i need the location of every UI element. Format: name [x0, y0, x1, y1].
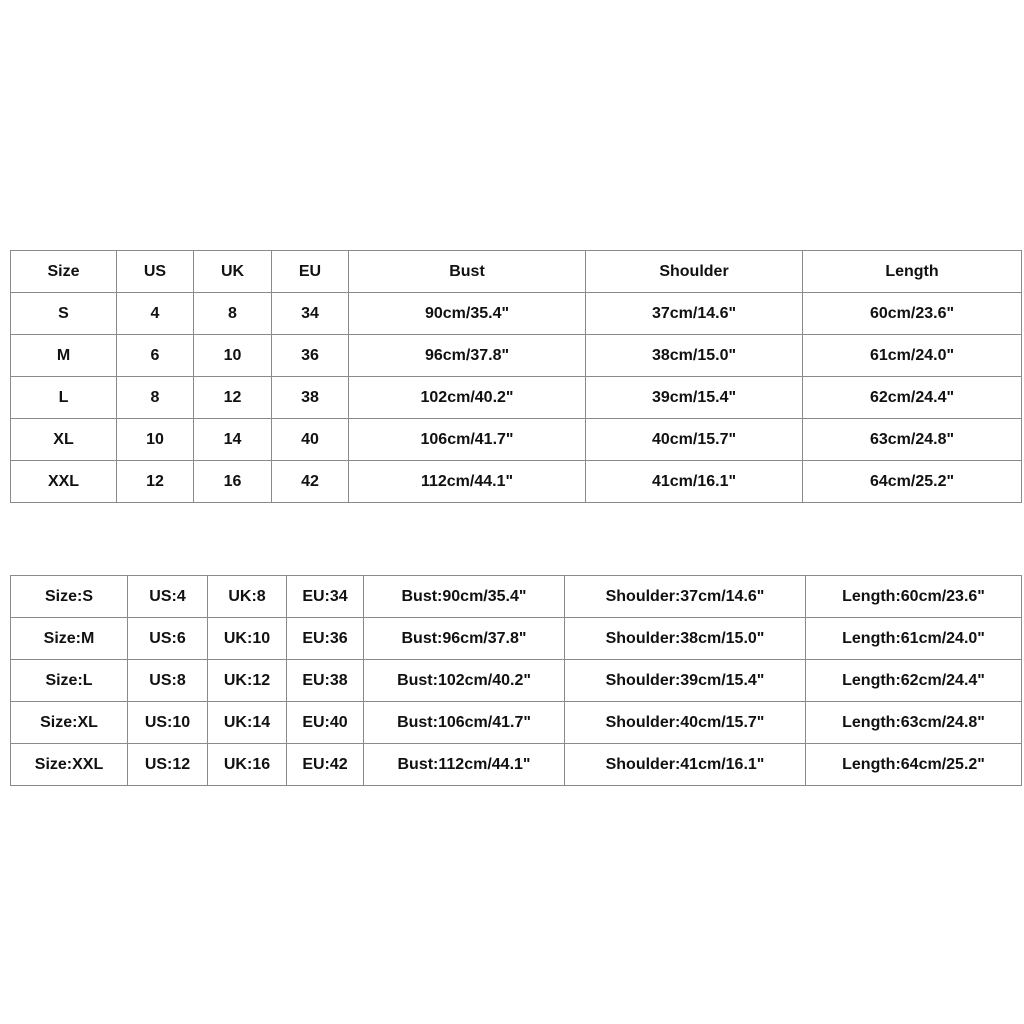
table-row: [11, 618, 1022, 660]
table-cell: Bust:112cm/44.1": [364, 744, 565, 786]
table-cell: Size:S: [11, 576, 128, 618]
table-cell: UK:16: [208, 744, 287, 786]
table-cell: L: [11, 377, 117, 419]
table-cell: US:12: [128, 744, 208, 786]
table-cell: 96cm/37.8": [349, 335, 586, 377]
table-cell: 34: [272, 293, 349, 335]
table-cell: 64cm/25.2": [803, 461, 1022, 503]
table-cell: 36: [272, 335, 349, 377]
table-cell: UK:10: [208, 618, 287, 660]
table-cell: Shoulder:39cm/15.4": [565, 660, 806, 702]
table-cell: 62cm/24.4": [803, 377, 1022, 419]
table-cell: 90cm/35.4": [349, 293, 586, 335]
table-cell: Shoulder:38cm/15.0": [565, 618, 806, 660]
table-row: [11, 293, 1022, 335]
table-row: [11, 576, 1022, 618]
table-cell: 42: [272, 461, 349, 503]
table-cell: 8: [194, 293, 272, 335]
table-row: [11, 660, 1022, 702]
table-cell: 4: [117, 293, 194, 335]
table-cell: Bust:106cm/41.7": [364, 702, 565, 744]
table-cell: XL: [11, 419, 117, 461]
table-cell: Bust:96cm/37.8": [364, 618, 565, 660]
table-cell: XXL: [11, 461, 117, 503]
table-cell: M: [11, 335, 117, 377]
header-cell: Size: [11, 251, 117, 293]
table-row: [11, 335, 1022, 377]
table-cell: UK:12: [208, 660, 287, 702]
table-cell: 8: [117, 377, 194, 419]
table-cell: 16: [194, 461, 272, 503]
header-cell: Length: [803, 251, 1022, 293]
table-header-row: [11, 251, 1022, 293]
table-cell: Shoulder:40cm/15.7": [565, 702, 806, 744]
table-cell: Length:62cm/24.4": [806, 660, 1022, 702]
table-cell: 63cm/24.8": [803, 419, 1022, 461]
table-cell: 40cm/15.7": [586, 419, 803, 461]
table-cell: UK:14: [208, 702, 287, 744]
table-cell: Bust:90cm/35.4": [364, 576, 565, 618]
table-cell: 61cm/24.0": [803, 335, 1022, 377]
table-cell: Length:63cm/24.8": [806, 702, 1022, 744]
table-cell: 38: [272, 377, 349, 419]
table-row: [11, 419, 1022, 461]
table-cell: 10: [194, 335, 272, 377]
table-cell: 6: [117, 335, 194, 377]
table-cell: 38cm/15.0": [586, 335, 803, 377]
table-cell: Length:61cm/24.0": [806, 618, 1022, 660]
table-cell: Shoulder:37cm/14.6": [565, 576, 806, 618]
table-row: [11, 744, 1022, 786]
table-cell: 106cm/41.7": [349, 419, 586, 461]
header-cell: UK: [194, 251, 272, 293]
table-cell: EU:36: [287, 618, 364, 660]
table-cell: Size:M: [11, 618, 128, 660]
table-cell: 102cm/40.2": [349, 377, 586, 419]
table-cell: EU:40: [287, 702, 364, 744]
table-cell: Length:64cm/25.2": [806, 744, 1022, 786]
table-cell: 37cm/14.6": [586, 293, 803, 335]
table-cell: 60cm/23.6": [803, 293, 1022, 335]
table-cell: US:4: [128, 576, 208, 618]
table-cell: Size:XL: [11, 702, 128, 744]
table-cell: 39cm/15.4": [586, 377, 803, 419]
header-cell: US: [117, 251, 194, 293]
table-cell: 12: [117, 461, 194, 503]
table-cell: US:6: [128, 618, 208, 660]
table-cell: US:10: [128, 702, 208, 744]
table-row: [11, 461, 1022, 503]
size-chart-table: [10, 250, 1022, 503]
table-cell: Shoulder:41cm/16.1": [565, 744, 806, 786]
header-cell: EU: [272, 251, 349, 293]
table-cell: 12: [194, 377, 272, 419]
table-cell: 14: [194, 419, 272, 461]
table-cell: Length:60cm/23.6": [806, 576, 1022, 618]
header-cell: Shoulder: [586, 251, 803, 293]
header-cell: Bust: [349, 251, 586, 293]
table-cell: Size:L: [11, 660, 128, 702]
table-cell: EU:42: [287, 744, 364, 786]
size-chart-labeled-table: [10, 575, 1022, 786]
table-cell: EU:34: [287, 576, 364, 618]
table-cell: US:8: [128, 660, 208, 702]
table-cell: S: [11, 293, 117, 335]
table-cell: 112cm/44.1": [349, 461, 586, 503]
table-cell: Bust:102cm/40.2": [364, 660, 565, 702]
table-cell: UK:8: [208, 576, 287, 618]
table-cell: 40: [272, 419, 349, 461]
table-cell: 10: [117, 419, 194, 461]
table-cell: Size:XXL: [11, 744, 128, 786]
table-cell: 41cm/16.1": [586, 461, 803, 503]
table-cell: EU:38: [287, 660, 364, 702]
table-row: [11, 377, 1022, 419]
table-row: [11, 702, 1022, 744]
